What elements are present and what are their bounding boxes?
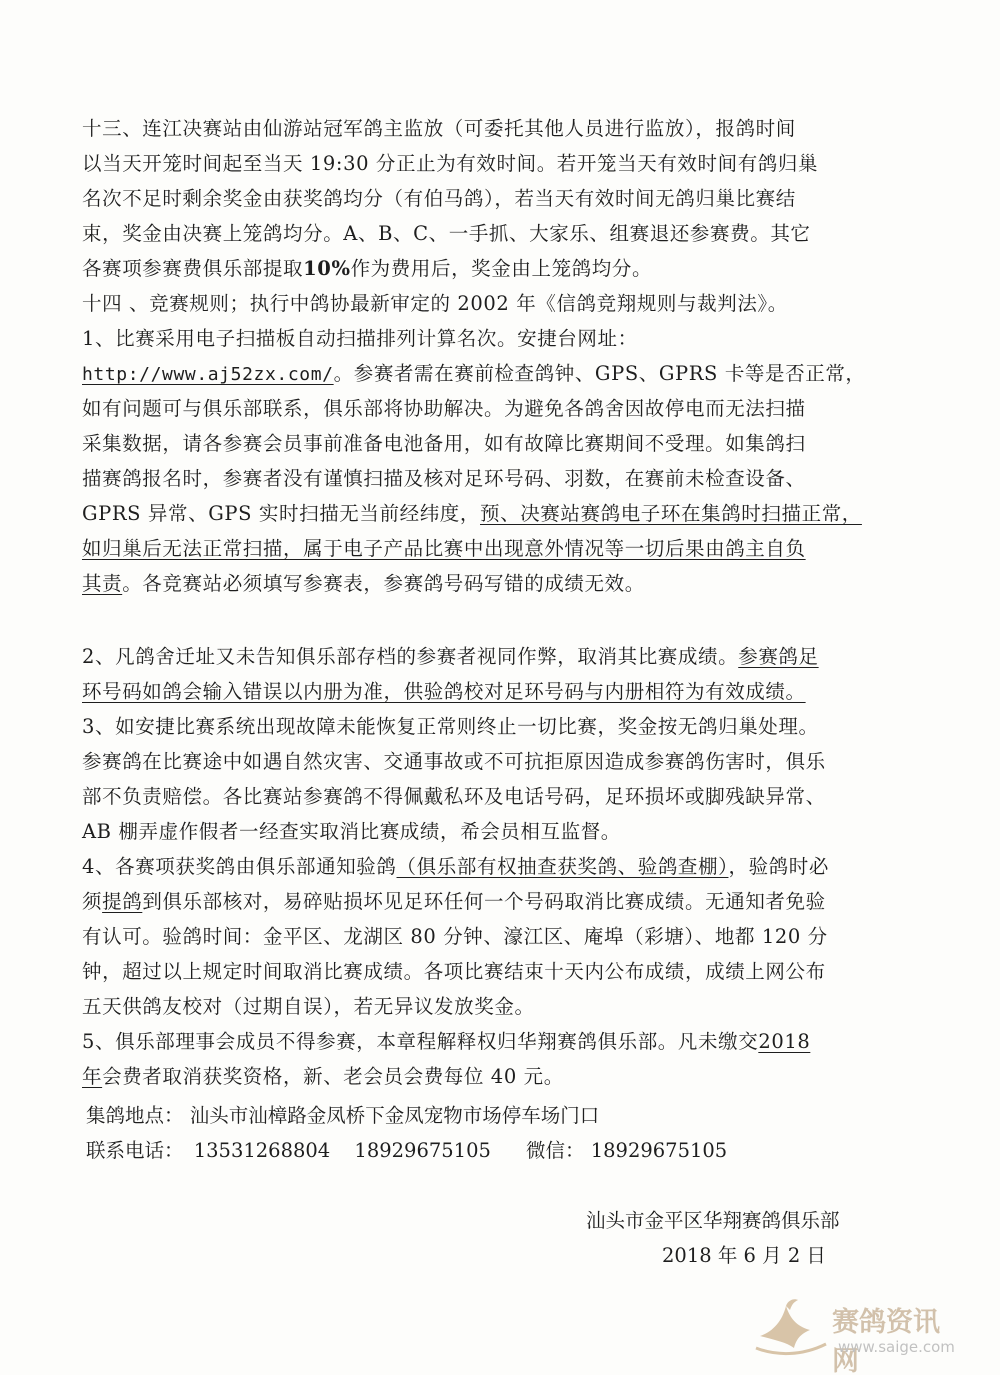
underlined-text: 提鸽: [102, 890, 143, 913]
item-2-line-1: [82, 645, 819, 669]
wechat-label: 微信：: [526, 1139, 585, 1162]
item-3-line-2: [82, 750, 826, 774]
text-run: 如有问题可与俱乐部联系，俱乐部将协助解决。为避免各鸽舍因故停电而无法扫描: [82, 397, 806, 420]
text-run: 有认可。验鸽时间：金平区、龙湖区 80 分钟、濠江区、庵埠（彩塘）、地都 120 分: [82, 925, 828, 948]
percent-text: 10%: [303, 257, 351, 280]
text-run: 名次不足时剩余奖金由获奖鸽均分（有伯马鸽），若当天有效时间无鸽归巢比赛结: [82, 187, 796, 210]
rule-14-heading: [82, 292, 788, 316]
text-run: 钟，超过以上规定时间取消比赛成绩。各项比赛结束十天内公布成绩，成绩上网公布: [82, 960, 826, 983]
text-run: 采集数据，请各参赛会员事前准备电池备用，如有故障比赛期间不受理。如集鸽扫: [82, 432, 806, 455]
text-run: 十三、连江决赛站由仙游站冠军鸽主监放（可委托其他人员进行监放），报鸽时间: [82, 117, 796, 140]
watermark-title: 赛鸽资讯网: [832, 1307, 940, 1377]
text-run: 部不负责赔偿。各比赛站参赛鸽不得佩戴私环及电话号码，足环损坏或脚残缺异常、: [82, 785, 826, 808]
item-3-line-4: [82, 820, 621, 844]
text-run: 十四 、竞赛规则；执行中鸽协最新审定的 2002 年《信鸽竞翔规则与裁判法》。: [82, 292, 788, 315]
phone-label: 联系电话：: [86, 1139, 184, 1162]
address-row: [86, 1104, 599, 1128]
text-run: 以当天开笼时间起至当天 19:30 分正止为有效时间。若开笼当天有效时间有鸽归巢: [82, 152, 819, 175]
text-run: 到俱乐部核对，易碎贴损坏见足环任何一个号码取消比赛成绩。无通知者免验: [142, 890, 826, 913]
item-1-line-4: [82, 432, 806, 456]
text-run: 束，奖金由决赛上笼鸽均分。A、B、C、一手抓、大家乐、组赛退还参赛费。其它: [82, 222, 811, 245]
underlined-text: 如归巢后无法正常扫描，属于电子产品比赛中出现意外情况等一切后果由鸽主自负: [82, 537, 806, 560]
text-run: 各赛项参赛费俱乐部提取: [82, 257, 304, 280]
text-run: 会费者取消获奖资格，新、老会员会费每位 40 元。: [102, 1065, 564, 1088]
wechat-value: 18929675105: [590, 1139, 728, 1162]
text-run: 3、如安捷比赛系统出现故障未能恢复正常则终止一切比赛，奖金按无鸽归巢处理。: [82, 715, 819, 738]
underlined-text: 环号码如鸽会输入错误以内册为准，供验鸽校对足环号码与内册相符为有效成绩。: [82, 680, 806, 703]
underlined-text: 2018: [758, 1030, 811, 1053]
rule-13-line-2: [82, 152, 818, 176]
phone-number-1: 13531268804: [193, 1139, 331, 1162]
text-run: 2、凡鸽舍迁址又未告知俱乐部存档的参赛者视同作弊，取消其比赛成绩。: [82, 645, 739, 668]
rule-13-line-4: [82, 222, 811, 246]
item-1-line-7: [82, 537, 806, 561]
pigeon-logo-icon: [752, 1292, 832, 1364]
item-3-line-1: [82, 715, 819, 739]
address-value: 汕头市汕樟路金凤桥下金凤宠物市场停车场门口: [189, 1104, 600, 1127]
item-4-line-1: [82, 855, 829, 879]
item-5-line-2: [82, 1065, 564, 1089]
underlined-text: 年: [82, 1065, 103, 1088]
item-4-line-3: [82, 925, 828, 949]
phone-number-2: 18929675105: [354, 1139, 491, 1162]
item-1-line-3: [82, 397, 806, 421]
item-1-line-8: [82, 572, 645, 596]
item-1-line-6: [82, 502, 862, 526]
rule-13-line-5: [82, 257, 652, 281]
text-run: 参赛鸽在比赛途中如遇自然灾害、交通事故或不可抗拒原因造成参赛鸽伤害时，俱乐: [82, 750, 826, 773]
text-run: 1、比赛采用电子扫描板自动扫描排列计算名次。安捷台网址：: [82, 327, 638, 350]
phone-row: [86, 1139, 491, 1163]
underlined-text: 其责: [82, 572, 123, 595]
text-run: 。各竞赛站必须填写参赛表，参赛鸽号码写错的成绩无效。: [122, 572, 645, 595]
underlined-text: 参赛鸽足: [738, 645, 819, 668]
text-run: 作为费用后，奖金由上笼鸽均分。: [350, 257, 653, 280]
address-label: 集鸽地点：: [86, 1104, 184, 1127]
wechat-row: [526, 1139, 727, 1163]
item-5-line-1: [82, 1030, 810, 1054]
item-4-line-5: [82, 995, 535, 1019]
anjie-url-link[interactable]: http://www.aj52zx.com/: [82, 364, 334, 385]
signature-org: 汕头市金平区华翔赛鸽俱乐部: [586, 1209, 840, 1232]
item-4-line-4: [82, 960, 826, 984]
text-run: GPRS 异常、GPS 实时扫描无当前经纬度，: [82, 502, 480, 525]
text-run: 描赛鸽报名时，参赛者没有谨慎扫描及核对足环号码、羽数，在赛前未检查设备、: [82, 467, 806, 490]
item-1-line-2: [82, 362, 866, 387]
text-run: 5、俱乐部理事会成员不得参赛，本章程解释权归华翔赛鸽俱乐部。凡未缴交: [82, 1030, 759, 1053]
item-2-line-2: [82, 680, 806, 704]
watermark-url: www.saige.com: [838, 1338, 955, 1356]
text-run: 。参赛者需在赛前检查鸽钟、GPS、GPRS 卡等是否正常，: [333, 362, 866, 385]
item-4-line-2: [82, 890, 826, 914]
rule-13-line-1: [82, 117, 796, 141]
underlined-text: 预、决赛站赛鸽电子环在集鸽时扫描正常，: [480, 502, 862, 525]
item-3-line-3: [82, 785, 826, 809]
item-1-line-5: [82, 467, 806, 491]
item-1-line-1: [82, 327, 638, 351]
underlined-text: （俱乐部有权抽查获奖鸽、验鸽查棚）: [396, 855, 729, 878]
text-run: 须: [82, 890, 103, 913]
text-run: AB 棚弄虚作假者一经查实取消比赛成绩，希会员相互监督。: [82, 820, 621, 843]
text-run: ，验鸽时必: [728, 855, 829, 878]
text-run: 五天供鸽友校对（过期自误），若无异议发放奖金。: [82, 995, 535, 1018]
signature-date: 2018 年 6 月 2 日: [662, 1244, 826, 1267]
watermark: [752, 1292, 962, 1377]
rule-13-line-3: [82, 187, 796, 211]
text-run: 4、各赛项获奖鸽由俱乐部通知验鸽: [82, 855, 397, 878]
